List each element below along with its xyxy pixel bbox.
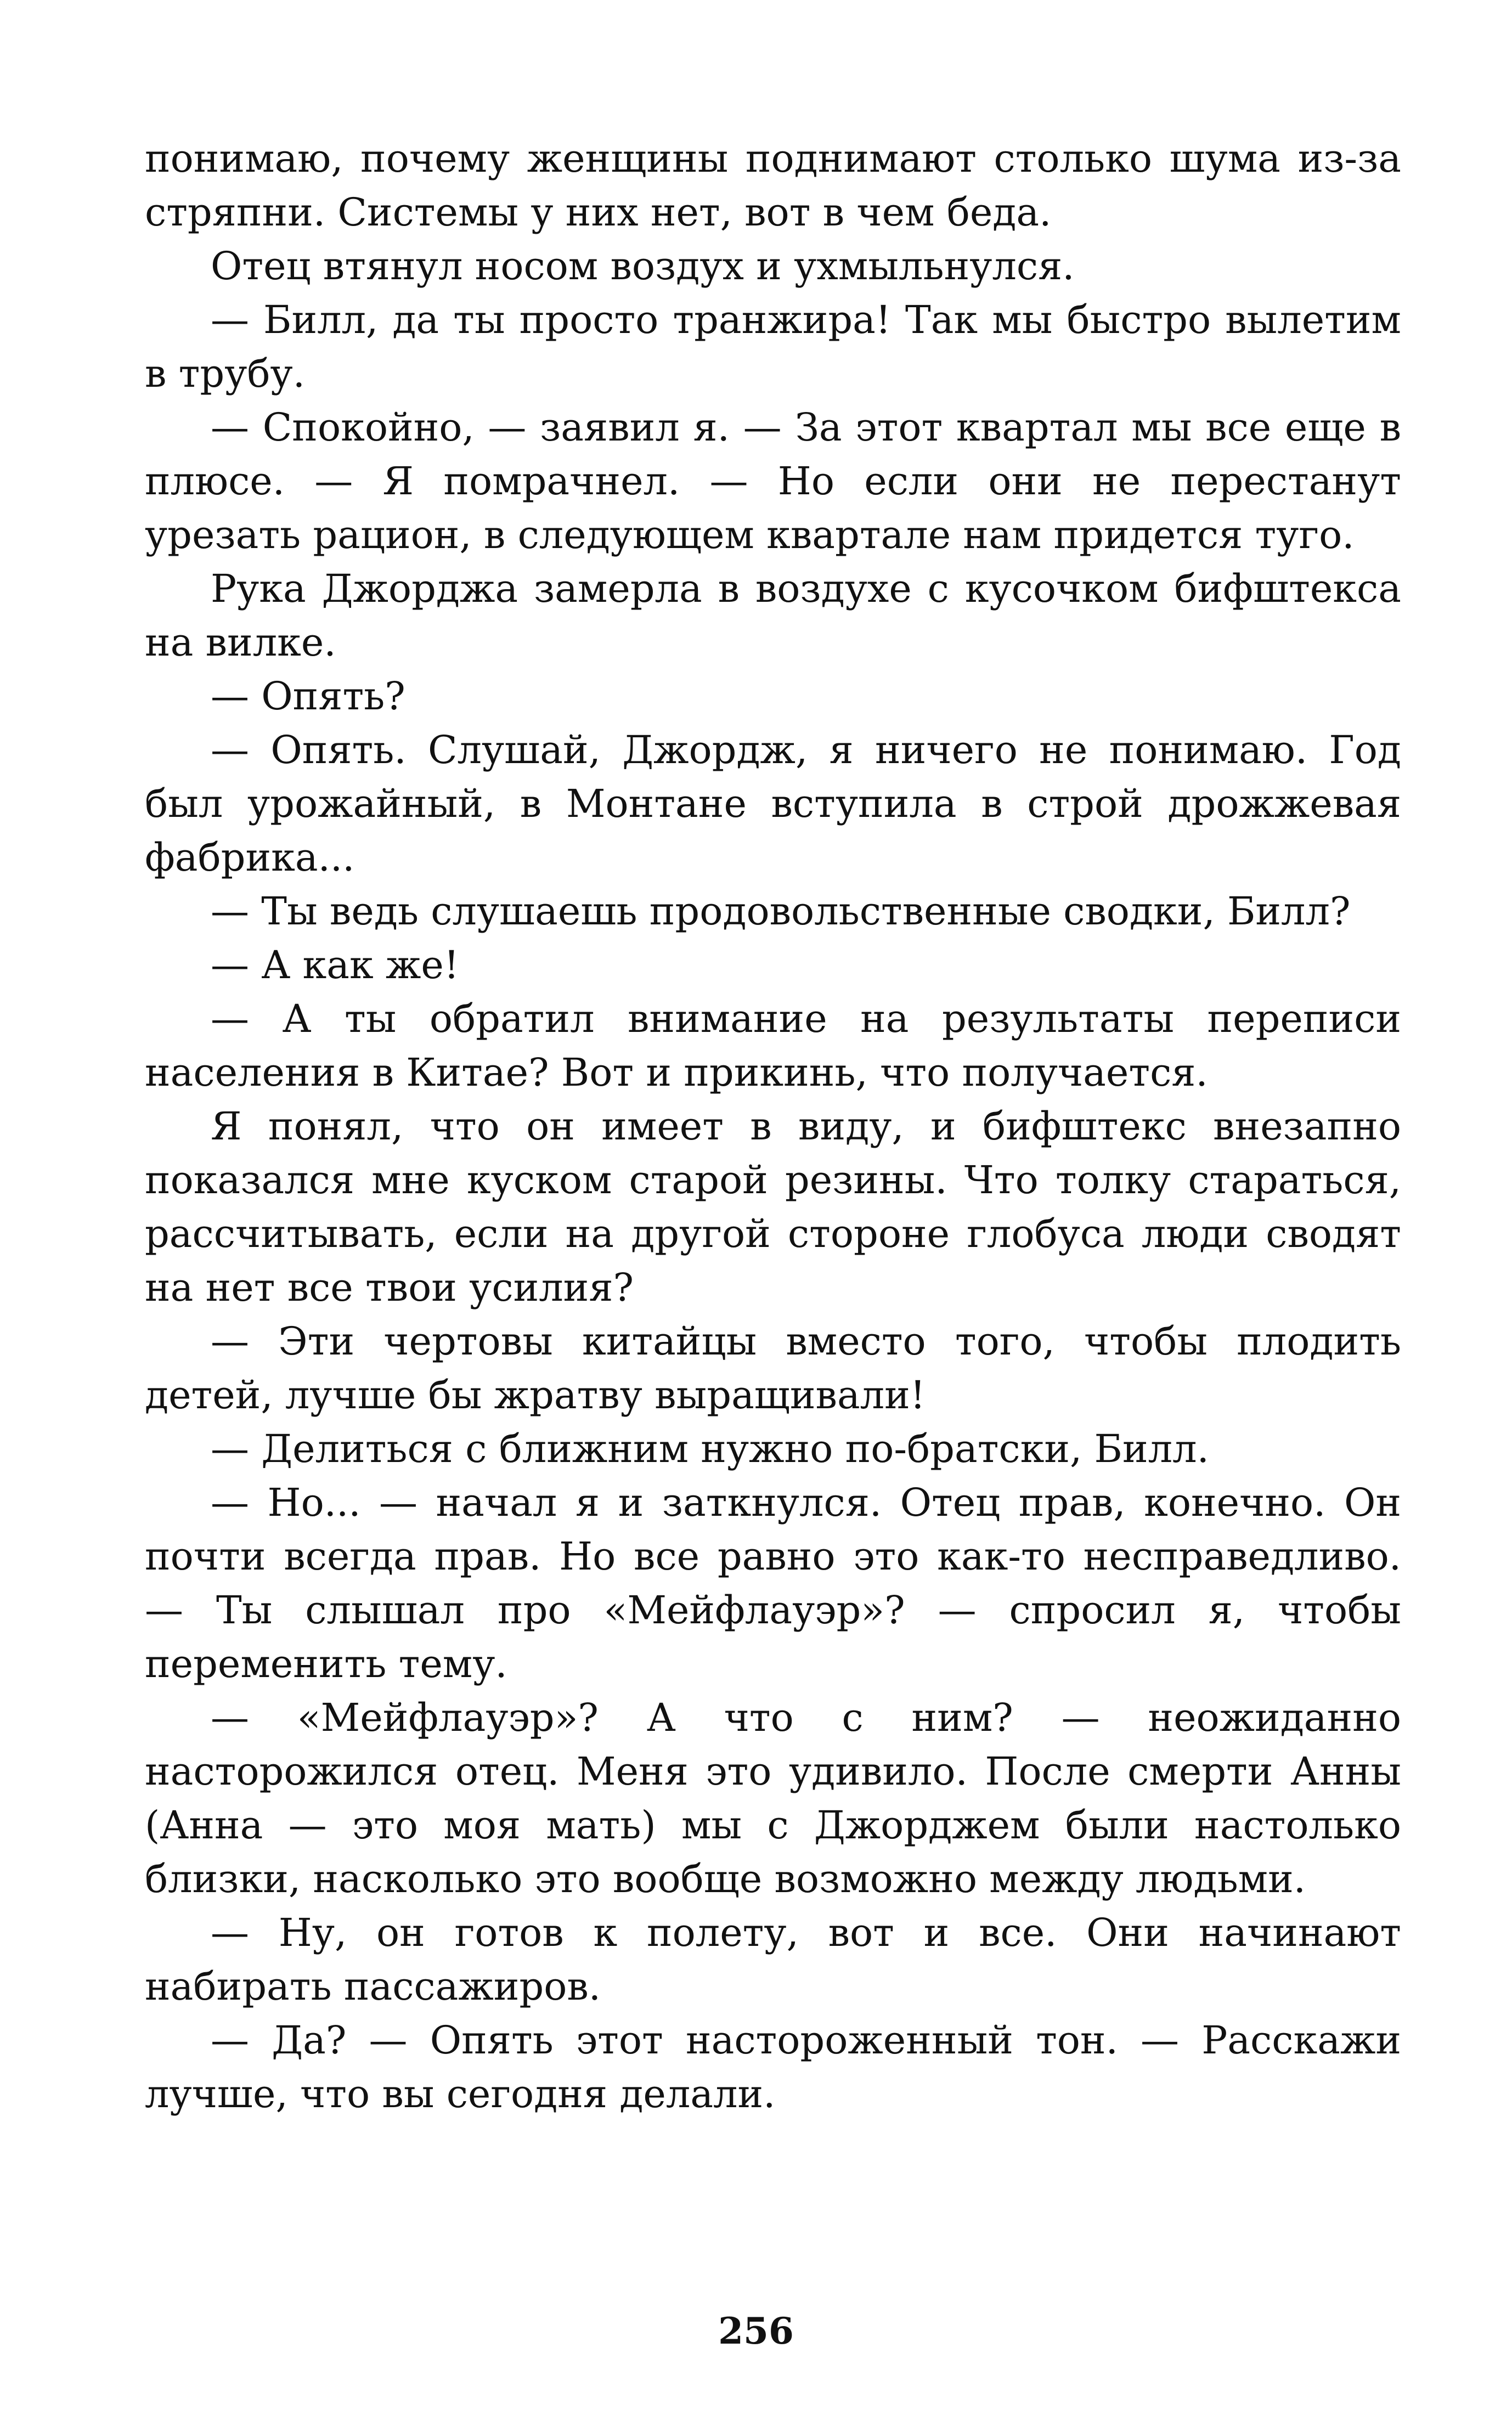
paragraph: — Эти чертовы китайцы вместо того, чтобы плодить детей, лучше бы жратву выращивали! [145,1319,1401,1418]
paragraph: — Опять? [211,674,405,719]
paragraph: — Но... — начал я и заткнулся. Отец прав, конечно. Он почти всегда прав. Но все равно это как-то несправедливо. — Ты слышал про «Мейфлауэр»? — спросил я, чтобы переменить тему. [145,1480,1401,1686]
paragraph: — Спокойно, — заявил я. — За этот квартал мы все еще в плюсе. — Я помрачнел. — Но если они не перестанут урезать рацион, в следующем квартале нам придется туго. [145,405,1401,557]
paragraph-continuation: понимаю, почему женщины поднимают столько шума из-за стряпни. Системы у них нет, вот в чем беда. [145,136,1401,235]
paragraph: Отец втянул носом воздух и ухмыльнулся. [211,244,1075,289]
paragraph: — А как же! [211,942,459,987]
page-number: 256 [718,2310,794,2352]
paragraph: — Ты ведь слушаешь продовольственные сводки, Билл? [211,889,1351,934]
paragraph: — А ты обратил внимание на результаты переписи населения в Китае? Вот и прикинь, что получается. [145,996,1401,1095]
paragraph: — Да? — Опять этот настороженный тон. — Расскажи лучше, что вы сегодня делали. [145,2018,1401,2116]
paragraph: Рука Джорджа замерла в воздухе с кусочком бифштекса на вилке. [145,566,1401,665]
body-text [145,132,1401,2121]
paragraph: — Опять. Слушай, Джордж, я ничего не понимаю. Год был урожайный, в Монтане вступила в строй дрожжевая фабрика... [145,727,1401,880]
paragraph: — Билл, да ты просто транжира! Так мы быстро вылетим в трубу. [145,297,1401,396]
paragraph: — Ну, он готов к полету, вот и все. Они начинают набирать пассажиров. [145,1910,1401,2009]
paragraph: — «Мейфлауэр»? А что с ним? — неожиданно насторожился отец. Меня это удивило. После смерти Анны (Анна — это моя мать) мы с Джорджем были настолько близки, насколько это вообще возможно между людьми. [145,1695,1401,1901]
paragraph: — Делиться с ближним нужно по-братски, Билл. [211,1426,1209,1471]
paragraph: Я понял, что он имеет в виду, и бифштекс внезапно показался мне куском старой резины. Что толку стараться, рассчитывать, если на другой стороне глобуса люди сводят на нет все твои усилия? [145,1104,1401,1310]
